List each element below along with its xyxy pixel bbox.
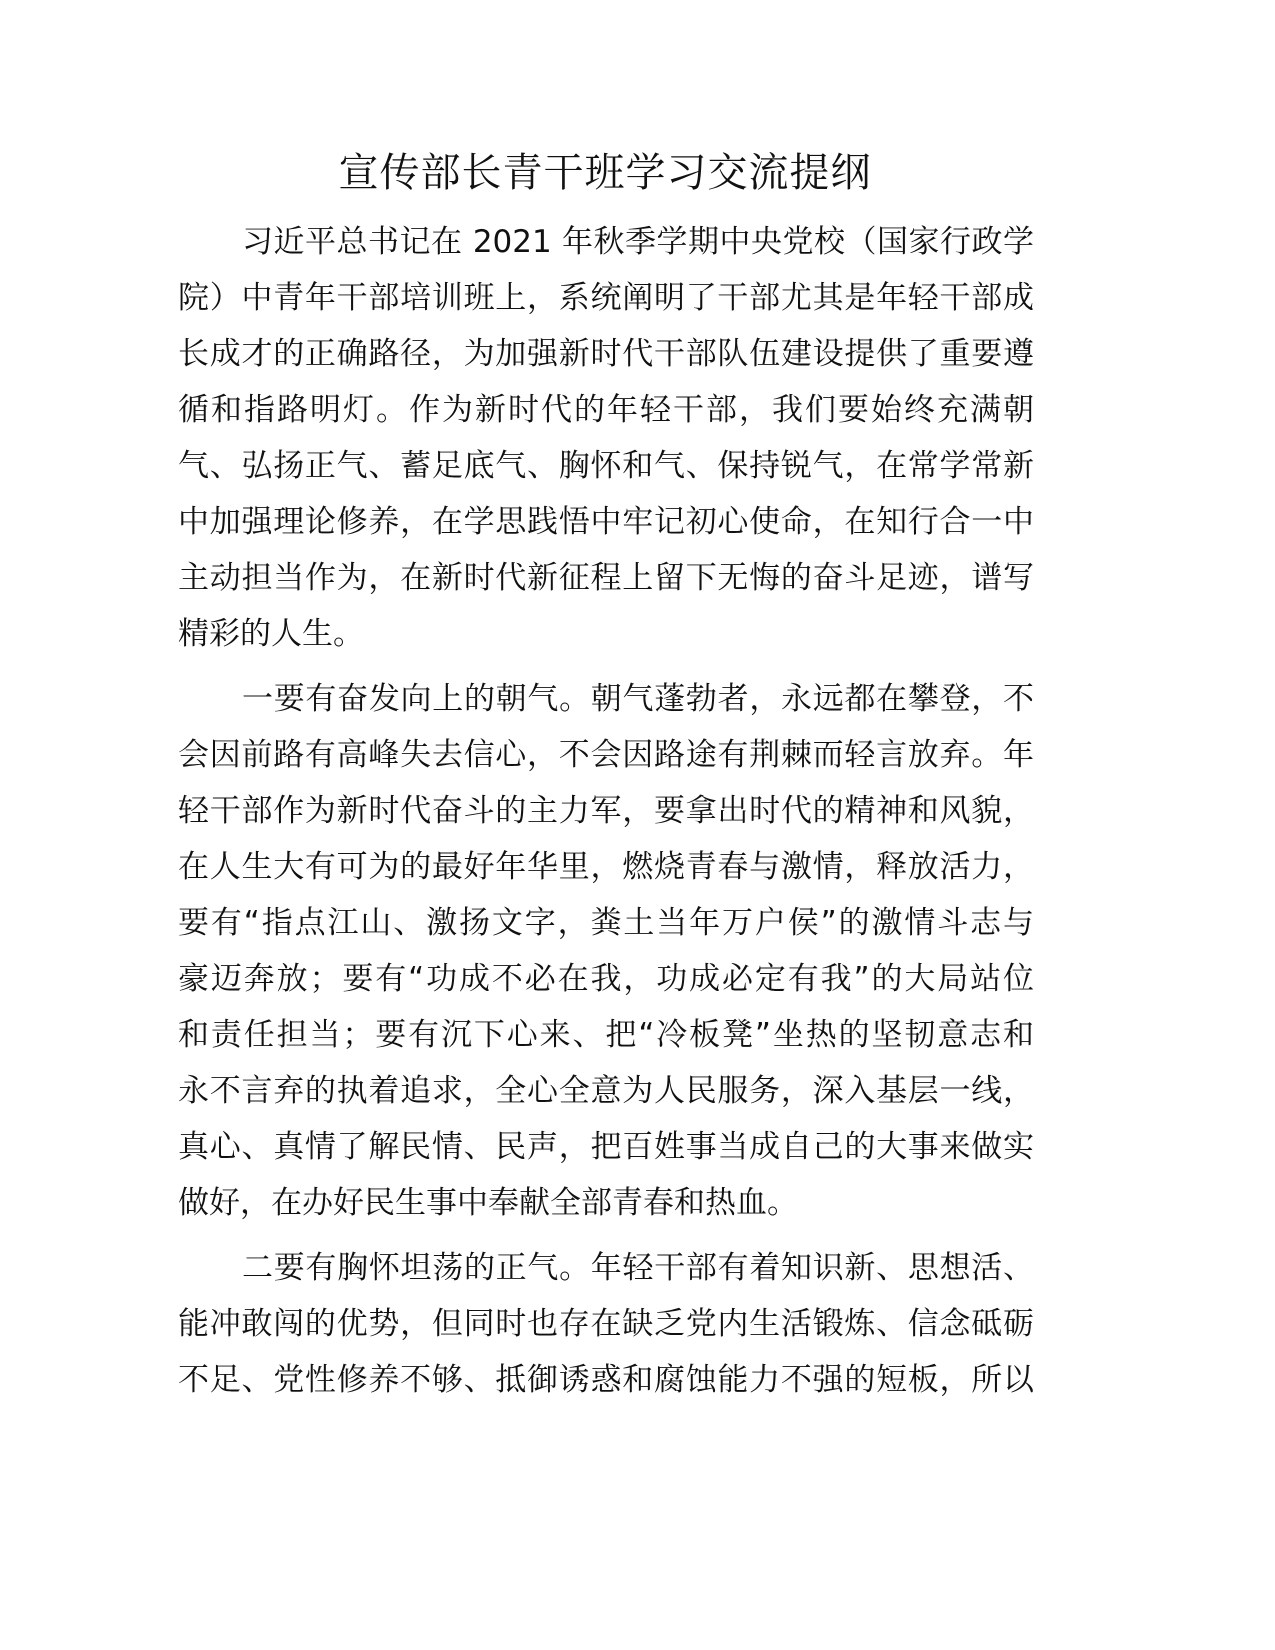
paragraph-line: 一要有奋发向上的朝气。朝气蓬勃者，永远都在攀登，不 bbox=[242, 681, 1034, 717]
document-body bbox=[178, 214, 1034, 1417]
paragraph bbox=[178, 671, 1034, 1231]
paragraph-line: 在人生大有可为的最好年华里，燃烧青春与激情，释放活力， bbox=[178, 849, 1034, 885]
paragraph-line: 气、弘扬正气、蓄足底气、胸怀和气、保持锐气，在常学常新 bbox=[178, 448, 1034, 484]
paragraph-line: 真心、真情了解民情、民声，把百姓事当成自己的大事来做实 bbox=[178, 1129, 1034, 1165]
document-title: 宣传部长青干班学习交流提纲 bbox=[338, 150, 872, 196]
paragraph-line: 能冲敢闯的优势，但同时也存在缺乏党内生活锻炼、信念砥砺 bbox=[178, 1306, 1034, 1342]
paragraph-line: 和责任担当；要有沉下心来、把“冷板凳”坐热的坚韧意志和 bbox=[178, 1017, 1034, 1053]
paragraph-line: 精彩的人生。 bbox=[178, 616, 364, 652]
paragraph-line: 院）中青年干部培训班上，系统阐明了干部尤其是年轻干部成 bbox=[178, 280, 1034, 316]
paragraph-line: 豪迈奔放；要有“功成不必在我，功成必定有我”的大局站位 bbox=[178, 961, 1034, 997]
paragraph-line: 会因前路有高峰失去信心，不会因路途有荆棘而轻言放弃。年 bbox=[178, 737, 1034, 773]
paragraph bbox=[178, 214, 1034, 662]
paragraph-line: 要有“指点江山、激扬文字，粪土当年万户侯”的激情斗志与 bbox=[178, 905, 1034, 941]
paragraph-line: 中加强理论修养，在学思践悟中牢记初心使命，在知行合一中 bbox=[178, 504, 1034, 540]
paragraph bbox=[178, 1240, 1034, 1408]
paragraph-line: 做好，在办好民生事中奉献全部青春和热血。 bbox=[178, 1185, 798, 1221]
paragraph-line: 主动担当作为，在新时代新征程上留下无悔的奋斗足迹，谱写 bbox=[178, 560, 1034, 596]
paragraph-line: 循和指路明灯。作为新时代的年轻干部，我们要始终充满朝 bbox=[178, 392, 1034, 428]
paragraph-line: 二要有胸怀坦荡的正气。年轻干部有着知识新、思想活、 bbox=[242, 1250, 1034, 1286]
paragraph-line: 长成才的正确路径，为加强新时代干部队伍建设提供了重要遵 bbox=[178, 336, 1034, 372]
paragraph-line: 永不言弃的执着追求，全心全意为人民服务，深入基层一线， bbox=[178, 1073, 1034, 1109]
paragraph-line: 不足、党性修养不够、抵御诱惑和腐蚀能力不强的短板，所以 bbox=[178, 1362, 1034, 1398]
paragraph-line: 习近平总书记在 2021 年秋季学期中央党校（国家行政学 bbox=[242, 224, 1034, 260]
paragraph-line: 轻干部作为新时代奋斗的主力军，要拿出时代的精神和风貌， bbox=[178, 793, 1034, 829]
